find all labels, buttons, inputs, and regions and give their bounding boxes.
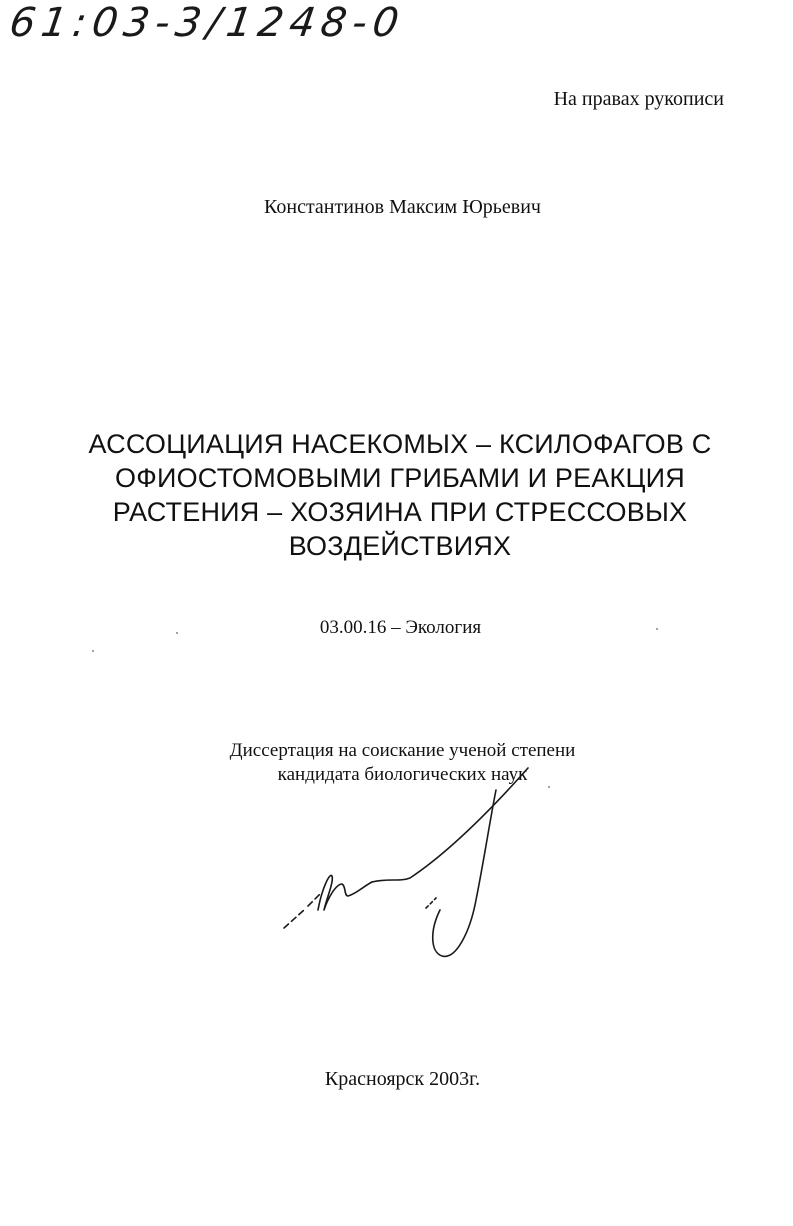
degree-line: кандидата биологических наук xyxy=(277,764,528,785)
author-name: Константинов Максим Юрьевич xyxy=(264,196,541,218)
title-line: ОФИОСТОМОВЫМИ ГРИБАМИ И РЕАКЦИЯ xyxy=(115,463,685,493)
scan-speck xyxy=(176,632,178,634)
scan-speck xyxy=(656,628,658,630)
title-line: РАСТЕНИЯ – ХОЗЯИНА ПРИ СТРЕССОВЫХ xyxy=(112,497,688,527)
dissertation-title xyxy=(60,427,740,563)
archive-code-handwritten: 61:03-3/1248-0 xyxy=(6,0,408,46)
title-line: ВОЗДЕЙСТВИЯХ xyxy=(288,531,512,561)
title-line: АССОЦИАЦИЯ НАСЕКОМЫХ – КСИЛОФАГОВ С xyxy=(88,429,712,459)
scan-speck xyxy=(548,786,550,788)
scan-speck xyxy=(92,650,94,652)
degree-line: Диссертация на соискание ученой степени xyxy=(229,740,576,761)
city-year: Красноярск 2003г. xyxy=(324,1068,481,1090)
rights-notice: На правах рукописи xyxy=(553,88,724,110)
specialty-code: 03.00.16 – Экология xyxy=(319,617,482,638)
handwritten-signature xyxy=(270,760,550,970)
